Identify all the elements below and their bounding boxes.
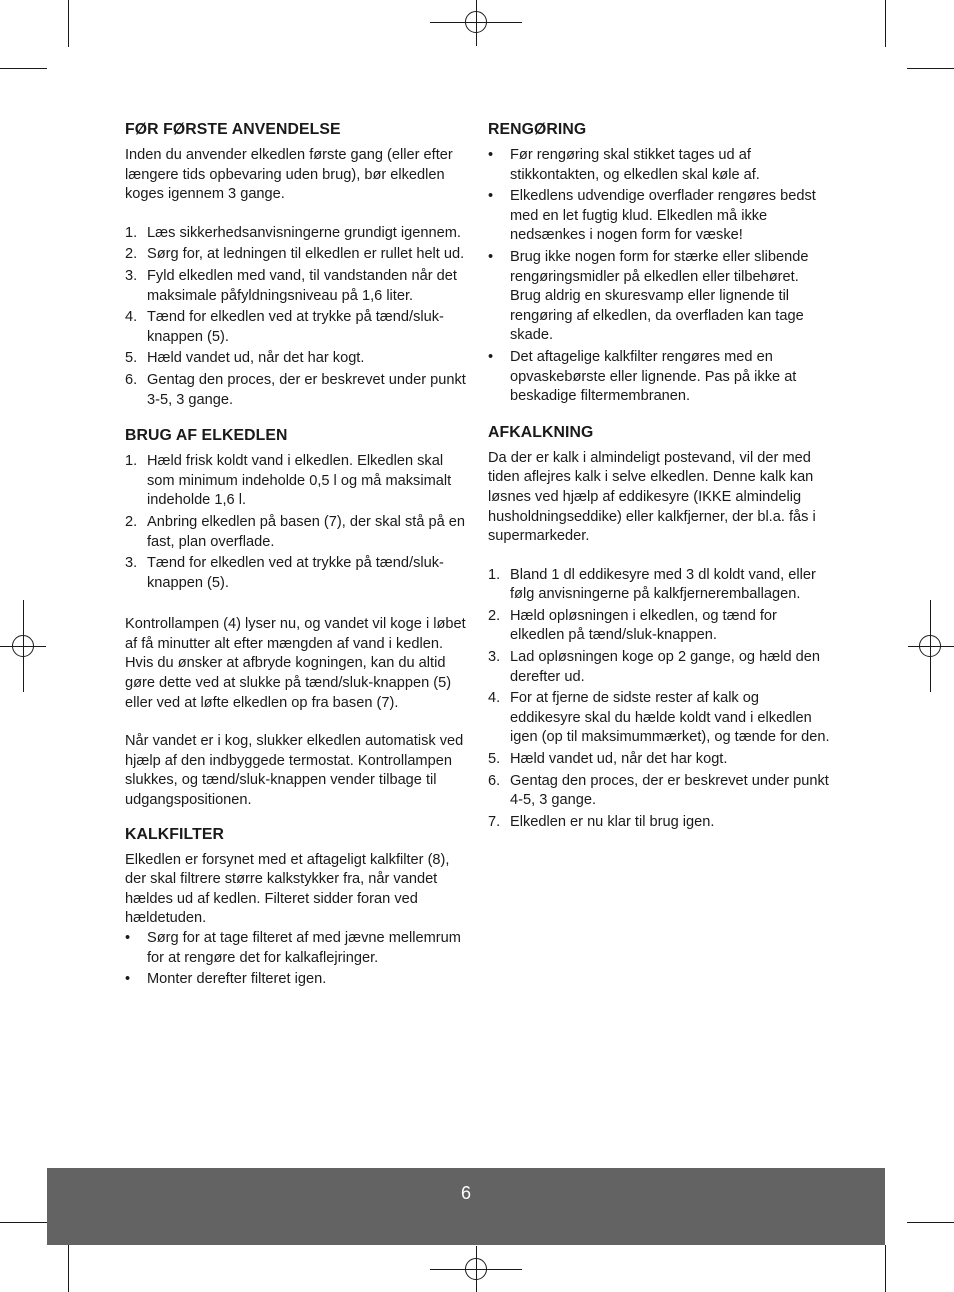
section-intro: Inden du anvender elkedlen første gang (eller efter længere tids opbevaring uden brug), bør elkedlen koges igennem 3 gange.: [125, 147, 453, 203]
list-item: 1. Hæld frisk koldt vand i elkedlen. Elkedlen skal som minimum indeholde 0,5 l og må maksimalt indeholde 1,6 l.: [125, 453, 452, 509]
section-intro: Elkedlen er forsynet med et aftageligt kalkfilter (8), der skal filtrere større kalkstykker fra, når vandet hældes ud af kedlen. Filteret sidder foran ved hældetuden.: [125, 851, 450, 927]
list-item: 1. Læs sikkerhedsanvisningerne grundigt igennem.: [125, 224, 461, 241]
section-intro: Da der er kalk i almindeligt postevand, vil der med tiden aflejres kalk i selve elkedlen. Denne kalk kan løsnes ved hjælp af eddikesyre (IKKE almindelig husholdningseddike) eller kalkfjerner, der bl.a. fås i supermarkeder.: [488, 449, 816, 545]
crop-mark: [907, 1222, 954, 1223]
list-item: 7. Elkedlen er nu klar til brug igen.: [488, 813, 715, 830]
list-item: 4. For at fjerne de sidste rester af kalk og eddikesyre skal du hælde koldt vand i elkedlen igen (op til maksimummærket), og tænde for den.: [488, 690, 830, 746]
footer-bar: [47, 1168, 885, 1245]
left-column: [125, 120, 470, 992]
bullet-list: [488, 146, 833, 407]
crop-mark: [68, 1245, 69, 1292]
numbered-list: [125, 452, 470, 593]
section-heading-rengoering: RENGØRING: [488, 121, 587, 138]
numbered-list: [125, 224, 470, 410]
crop-mark: [907, 68, 954, 69]
bullet-list: [125, 929, 470, 990]
crop-mark: [885, 1245, 886, 1292]
registration-circle-bottom: [465, 1258, 487, 1280]
list-item: • Elkedlens udvendige overflader rengøres bedst med en let fugtig klud. Elkedlen må ikke nedsænkes i nogen form for væske!: [488, 188, 816, 244]
section-heading-foer-foerste: FØR FØRSTE ANVENDELSE: [125, 121, 341, 138]
list-item: 3. Lad opløsningen koge op 2 gange, og hæld den derefter ud.: [488, 649, 820, 685]
crop-mark: [68, 0, 69, 47]
list-item: 1. Bland 1 dl eddikesyre med 3 dl koldt vand, eller følg anvisningerne på kalkfjerneremballagen.: [488, 566, 816, 603]
crop-mark: [0, 1222, 47, 1223]
registration-circle-left: [12, 635, 34, 657]
list-item: • Monter derefter filteret igen.: [125, 971, 327, 988]
crop-mark: [0, 68, 47, 69]
list-item: 2. Anbring elkedlen på basen (7), der skal stå på en fast, plan overflade.: [125, 513, 466, 550]
list-item: • Sørg for at tage filteret af med jævne mellemrum for at rengøre det for kalkaflejringer.: [125, 930, 461, 966]
list-item: 3. Tænd for elkedlen ved at trykke på tænd/sluk-knappen (5).: [125, 555, 444, 591]
section-heading-brug-af-elkedlen: BRUG AF ELKEDLEN: [125, 427, 288, 445]
list-item: 6. Gentag den proces, der er beskrevet under punkt 3-5, 3 gange.: [125, 371, 466, 408]
list-item: • Før rengøring skal stikket tages ud af stikkontakten, og elkedlen skal køle af.: [488, 147, 760, 183]
list-item: • Brug ikke nogen form for stærke eller slibende rengøringsmidler på elkedlen eller tilbehøret. Brug aldrig en skuresvamp eller lignende til rengøring af elkedlen, da overfladen kan tage skade.: [488, 248, 809, 344]
registration-circle-right: [919, 635, 941, 657]
section-heading-afkalkning: AFKALKNING: [488, 423, 594, 441]
list-item: 3. Fyld elkedlen med vand, til vandstanden når det maksimale påfyldningsniveau på 1,6 liter.: [125, 267, 457, 304]
list-item: 4. Tænd for elkedlen ved at trykke på tænd/sluk-knappen (5).: [125, 309, 444, 345]
page-number: 6: [460, 1183, 471, 1203]
numbered-list: [488, 566, 833, 833]
list-item: 2. Sørg for, at ledningen til elkedlen er rullet helt ud.: [125, 246, 465, 263]
paragraph: Når vandet er i kog, slukker elkedlen automatisk ved hjælp af den indbyggede termostat. Kontrollampen slukkes, og tænd/sluk-knappen vender tilbage til udgangspositionen.: [125, 733, 464, 809]
right-column: [488, 120, 833, 834]
crop-mark: [885, 0, 886, 47]
section-heading-kalkfilter: KALKFILTER: [125, 825, 224, 843]
list-item: • Det aftagelige kalkfilter rengøres med en opvaskebørste eller lignende. Pas på ikke at beskadige filtermembranen.: [488, 348, 797, 405]
paragraph: Kontrollampen (4) lyser nu, og vandet vil koge i løbet af få minutter alt efter mængden af vand i kedlen. Hvis du ønsker at afbryde kogningen, kan du altid gøre dette ved at slukke på tænd/sluk-knappen (5) eller ved at løfte elkedlen op fra basen (7).: [125, 616, 466, 711]
list-item: 5. Hæld vandet ud, når det har kogt.: [125, 350, 365, 367]
list-item: 6. Gentag den proces, der er beskrevet under punkt 4-5, 3 gange.: [488, 772, 829, 809]
registration-circle-top: [465, 11, 487, 33]
list-item: 2. Hæld opløsningen i elkedlen, og tænd for elkedlen på tænd/sluk-knappen.: [488, 607, 777, 644]
list-item: 5. Hæld vandet ud, når det har kogt.: [488, 751, 728, 768]
